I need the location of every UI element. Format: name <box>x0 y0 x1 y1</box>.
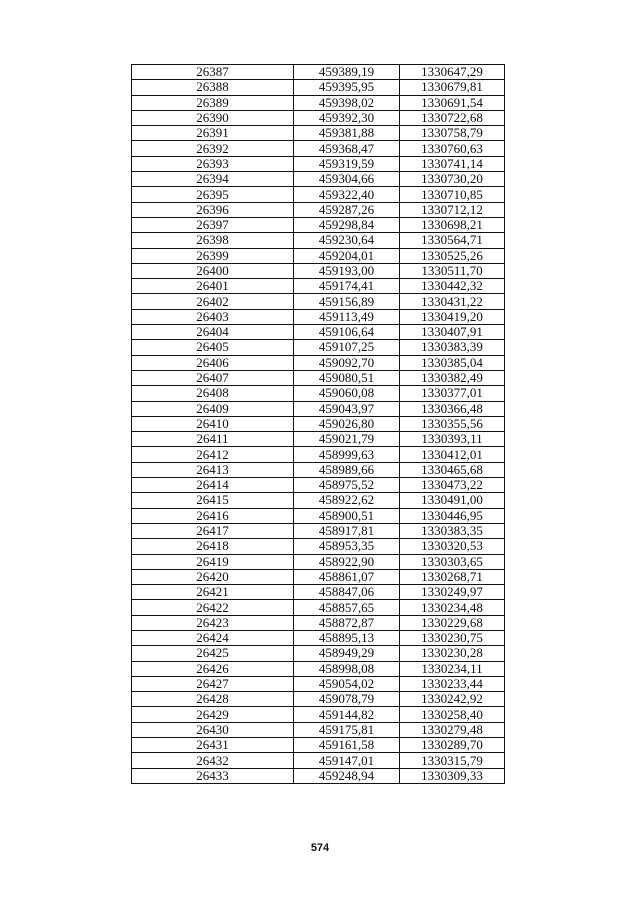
point-number-cell: 26425 <box>132 646 294 661</box>
table-row <box>132 523 505 538</box>
y-coordinate-cell: 1330366,48 <box>400 401 505 416</box>
x-coordinate-cell: 459080,51 <box>294 370 400 385</box>
table-row <box>132 217 505 232</box>
table-row <box>132 554 505 569</box>
x-coordinate-cell: 458949,29 <box>294 646 400 661</box>
y-coordinate-cell: 1330446,95 <box>400 508 505 523</box>
point-number-cell: 26413 <box>132 462 294 477</box>
point-number-cell: 26403 <box>132 309 294 324</box>
y-coordinate-cell: 1330412,01 <box>400 447 505 462</box>
point-number-cell: 26394 <box>132 172 294 187</box>
table-row <box>132 325 505 340</box>
x-coordinate-cell: 459398,02 <box>294 95 400 110</box>
y-coordinate-cell: 1330442,32 <box>400 279 505 294</box>
table-row <box>132 340 505 355</box>
x-coordinate-cell: 459026,80 <box>294 416 400 431</box>
x-coordinate-cell: 459389,19 <box>294 65 400 80</box>
x-coordinate-cell: 458999,63 <box>294 447 400 462</box>
table-row <box>132 95 505 110</box>
y-coordinate-cell: 1330279,48 <box>400 722 505 737</box>
table-row <box>132 539 505 554</box>
point-number-cell: 26405 <box>132 340 294 355</box>
coordinate-table-body <box>132 65 505 784</box>
point-number-cell: 26423 <box>132 615 294 630</box>
table-row <box>132 294 505 309</box>
point-number-cell: 26427 <box>132 676 294 691</box>
point-number-cell: 26428 <box>132 692 294 707</box>
point-number-cell: 26426 <box>132 661 294 676</box>
x-coordinate-cell: 458989,66 <box>294 462 400 477</box>
x-coordinate-cell: 459381,88 <box>294 126 400 141</box>
table-row <box>132 676 505 691</box>
point-number-cell: 26418 <box>132 539 294 554</box>
point-number-cell: 26402 <box>132 294 294 309</box>
x-coordinate-cell: 459092,70 <box>294 355 400 370</box>
y-coordinate-cell: 1330419,20 <box>400 309 505 324</box>
x-coordinate-cell: 458872,87 <box>294 615 400 630</box>
table-row <box>132 661 505 676</box>
y-coordinate-cell: 1330230,28 <box>400 646 505 661</box>
point-number-cell: 26414 <box>132 478 294 493</box>
page-number: 574 <box>310 842 330 854</box>
table-row <box>132 65 505 80</box>
table-row <box>132 172 505 187</box>
y-coordinate-cell: 1330377,01 <box>400 386 505 401</box>
table-row <box>132 432 505 447</box>
point-number-cell: 26401 <box>132 279 294 294</box>
x-coordinate-cell: 458975,52 <box>294 478 400 493</box>
point-number-cell: 26387 <box>132 65 294 80</box>
y-coordinate-cell: 1330564,71 <box>400 233 505 248</box>
x-coordinate-cell: 458900,51 <box>294 508 400 523</box>
y-coordinate-cell: 1330691,54 <box>400 95 505 110</box>
y-coordinate-cell: 1330320,53 <box>400 539 505 554</box>
table-row <box>132 386 505 401</box>
y-coordinate-cell: 1330730,20 <box>400 172 505 187</box>
y-coordinate-cell: 1330385,04 <box>400 355 505 370</box>
table-row <box>132 401 505 416</box>
table-row <box>132 447 505 462</box>
x-coordinate-cell: 459156,89 <box>294 294 400 309</box>
x-coordinate-cell: 459054,02 <box>294 676 400 691</box>
x-coordinate-cell: 458922,62 <box>294 493 400 508</box>
x-coordinate-cell: 458847,06 <box>294 585 400 600</box>
table-row <box>132 416 505 431</box>
y-coordinate-cell: 1330234,11 <box>400 661 505 676</box>
table-row <box>132 263 505 278</box>
x-coordinate-cell: 458857,65 <box>294 600 400 615</box>
table-row <box>132 126 505 141</box>
table-row <box>132 462 505 477</box>
table-row <box>132 585 505 600</box>
y-coordinate-cell: 1330315,79 <box>400 753 505 768</box>
point-number-cell: 26396 <box>132 202 294 217</box>
table-row <box>132 248 505 263</box>
point-number-cell: 26392 <box>132 141 294 156</box>
table-row <box>132 630 505 645</box>
x-coordinate-cell: 458861,07 <box>294 569 400 584</box>
point-number-cell: 26411 <box>132 432 294 447</box>
point-number-cell: 26424 <box>132 630 294 645</box>
point-number-cell: 26390 <box>132 110 294 125</box>
point-number-cell: 26419 <box>132 554 294 569</box>
point-number-cell: 26410 <box>132 416 294 431</box>
table-row <box>132 202 505 217</box>
point-number-cell: 26431 <box>132 738 294 753</box>
x-coordinate-cell: 459395,95 <box>294 80 400 95</box>
point-number-cell: 26393 <box>132 156 294 171</box>
x-coordinate-cell: 459113,49 <box>294 309 400 324</box>
y-coordinate-cell: 1330289,70 <box>400 738 505 753</box>
y-coordinate-cell: 1330258,40 <box>400 707 505 722</box>
y-coordinate-cell: 1330679,81 <box>400 80 505 95</box>
y-coordinate-cell: 1330303,65 <box>400 554 505 569</box>
x-coordinate-cell: 459106,64 <box>294 325 400 340</box>
table-row <box>132 187 505 202</box>
x-coordinate-cell: 459021,79 <box>294 432 400 447</box>
y-coordinate-cell: 1330383,35 <box>400 523 505 538</box>
y-coordinate-cell: 1330465,68 <box>400 462 505 477</box>
point-number-cell: 26429 <box>132 707 294 722</box>
y-coordinate-cell: 1330491,00 <box>400 493 505 508</box>
table-row <box>132 110 505 125</box>
point-number-cell: 26406 <box>132 355 294 370</box>
table-row <box>132 80 505 95</box>
table-row <box>132 508 505 523</box>
y-coordinate-cell: 1330230,75 <box>400 630 505 645</box>
y-coordinate-cell: 1330355,56 <box>400 416 505 431</box>
point-number-cell: 26388 <box>132 80 294 95</box>
x-coordinate-cell: 458922,90 <box>294 554 400 569</box>
x-coordinate-cell: 459174,41 <box>294 279 400 294</box>
point-number-cell: 26420 <box>132 569 294 584</box>
table-row <box>132 279 505 294</box>
point-number-cell: 26395 <box>132 187 294 202</box>
point-number-cell: 26404 <box>132 325 294 340</box>
table-row <box>132 141 505 156</box>
y-coordinate-cell: 1330242,92 <box>400 692 505 707</box>
point-number-cell: 26432 <box>132 753 294 768</box>
y-coordinate-cell: 1330473,22 <box>400 478 505 493</box>
table-row <box>132 692 505 707</box>
y-coordinate-cell: 1330431,22 <box>400 294 505 309</box>
table-row <box>132 707 505 722</box>
point-number-cell: 26400 <box>132 263 294 278</box>
x-coordinate-cell: 459368,47 <box>294 141 400 156</box>
x-coordinate-cell: 458998,08 <box>294 661 400 676</box>
y-coordinate-cell: 1330525,26 <box>400 248 505 263</box>
table-row <box>132 768 505 783</box>
point-number-cell: 26422 <box>132 600 294 615</box>
table-row <box>132 370 505 385</box>
point-number-cell: 26421 <box>132 585 294 600</box>
x-coordinate-cell: 459298,84 <box>294 217 400 232</box>
x-coordinate-cell: 459043,97 <box>294 401 400 416</box>
x-coordinate-cell: 459078,79 <box>294 692 400 707</box>
point-number-cell: 26416 <box>132 508 294 523</box>
y-coordinate-cell: 1330698,21 <box>400 217 505 232</box>
y-coordinate-cell: 1330233,44 <box>400 676 505 691</box>
y-coordinate-cell: 1330722,68 <box>400 110 505 125</box>
y-coordinate-cell: 1330647,29 <box>400 65 505 80</box>
point-number-cell: 26409 <box>132 401 294 416</box>
table-row <box>132 569 505 584</box>
x-coordinate-cell: 459144,82 <box>294 707 400 722</box>
point-number-cell: 26397 <box>132 217 294 232</box>
y-coordinate-cell: 1330268,71 <box>400 569 505 584</box>
point-number-cell: 26399 <box>132 248 294 263</box>
x-coordinate-cell: 458953,35 <box>294 539 400 554</box>
table-row <box>132 646 505 661</box>
x-coordinate-cell: 459319,59 <box>294 156 400 171</box>
table-row <box>132 753 505 768</box>
y-coordinate-cell: 1330229,68 <box>400 615 505 630</box>
x-coordinate-cell: 458895,13 <box>294 630 400 645</box>
y-coordinate-cell: 1330309,33 <box>400 768 505 783</box>
x-coordinate-cell: 459248,94 <box>294 768 400 783</box>
x-coordinate-cell: 458917,81 <box>294 523 400 538</box>
point-number-cell: 26398 <box>132 233 294 248</box>
point-number-cell: 26407 <box>132 370 294 385</box>
x-coordinate-cell: 459392,30 <box>294 110 400 125</box>
x-coordinate-cell: 459304,66 <box>294 172 400 187</box>
x-coordinate-cell: 459230,64 <box>294 233 400 248</box>
x-coordinate-cell: 459175,81 <box>294 722 400 737</box>
x-coordinate-cell: 459193,00 <box>294 263 400 278</box>
point-number-cell: 26433 <box>132 768 294 783</box>
y-coordinate-cell: 1330760,63 <box>400 141 505 156</box>
x-coordinate-cell: 459322,40 <box>294 187 400 202</box>
x-coordinate-cell: 459107,25 <box>294 340 400 355</box>
y-coordinate-cell: 1330249,97 <box>400 585 505 600</box>
y-coordinate-cell: 1330511,70 <box>400 263 505 278</box>
point-number-cell: 26389 <box>132 95 294 110</box>
x-coordinate-cell: 459287,26 <box>294 202 400 217</box>
table-row <box>132 355 505 370</box>
y-coordinate-cell: 1330758,79 <box>400 126 505 141</box>
x-coordinate-cell: 459161,58 <box>294 738 400 753</box>
y-coordinate-cell: 1330741,14 <box>400 156 505 171</box>
point-number-cell: 26412 <box>132 447 294 462</box>
table-row <box>132 156 505 171</box>
point-number-cell: 26417 <box>132 523 294 538</box>
point-number-cell: 26391 <box>132 126 294 141</box>
y-coordinate-cell: 1330383,39 <box>400 340 505 355</box>
x-coordinate-cell: 459147,01 <box>294 753 400 768</box>
x-coordinate-cell: 459204,01 <box>294 248 400 263</box>
table-row <box>132 478 505 493</box>
table-row <box>132 493 505 508</box>
y-coordinate-cell: 1330407,91 <box>400 325 505 340</box>
coordinate-table <box>131 64 505 784</box>
table-row <box>132 615 505 630</box>
y-coordinate-cell: 1330382,49 <box>400 370 505 385</box>
table-row <box>132 600 505 615</box>
table-row <box>132 722 505 737</box>
point-number-cell: 26430 <box>132 722 294 737</box>
y-coordinate-cell: 1330393,11 <box>400 432 505 447</box>
point-number-cell: 26415 <box>132 493 294 508</box>
y-coordinate-cell: 1330712,12 <box>400 202 505 217</box>
y-coordinate-cell: 1330234,48 <box>400 600 505 615</box>
y-coordinate-cell: 1330710,85 <box>400 187 505 202</box>
x-coordinate-cell: 459060,08 <box>294 386 400 401</box>
table-row <box>132 309 505 324</box>
table-row <box>132 233 505 248</box>
point-number-cell: 26408 <box>132 386 294 401</box>
table-row <box>132 738 505 753</box>
